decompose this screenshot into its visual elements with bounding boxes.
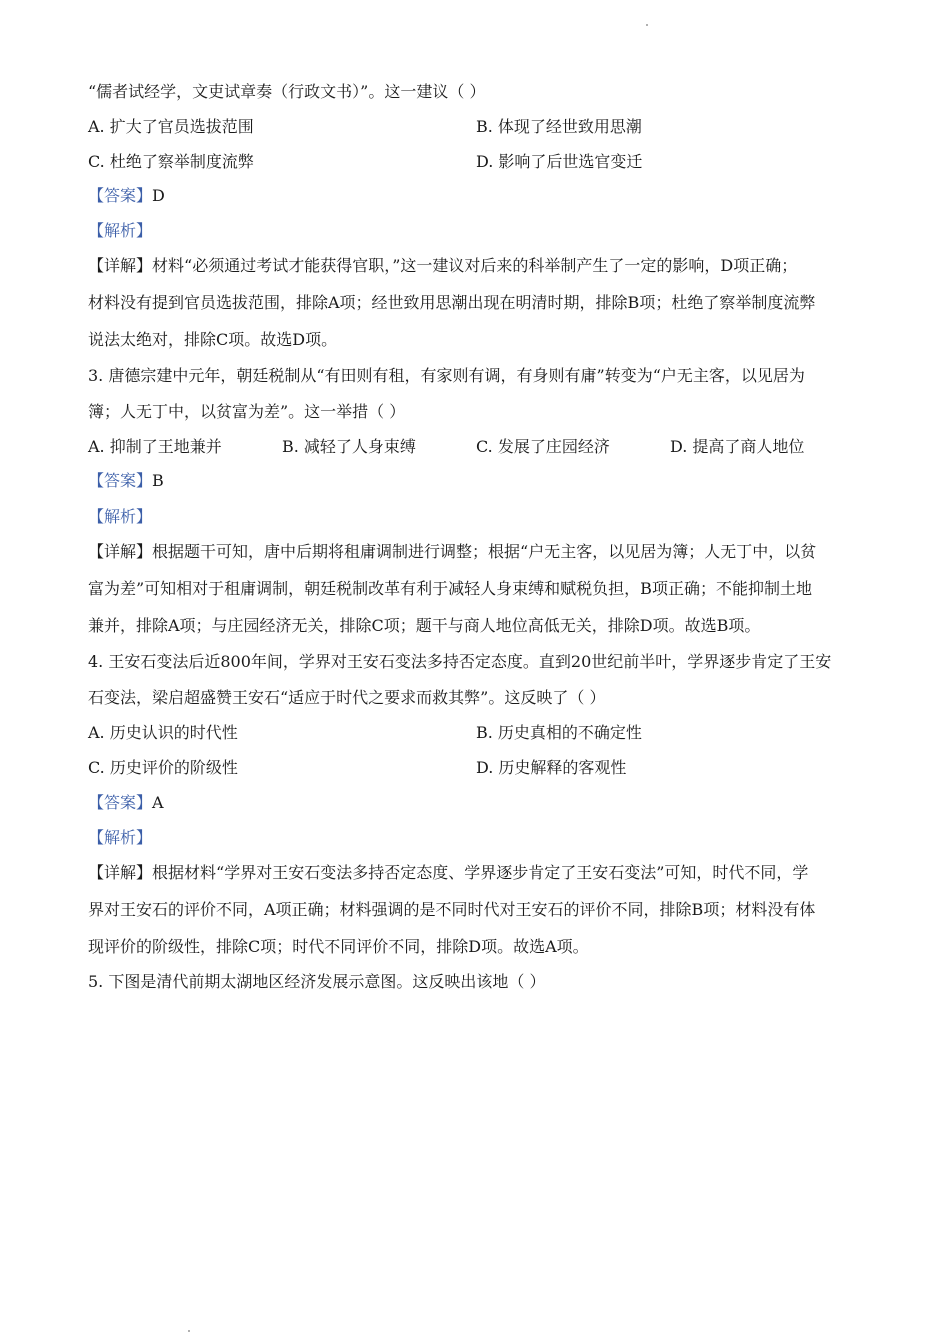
detail-tag: 【详解】 (88, 542, 153, 561)
q4-option-b: B. 历史真相的不确定性 (476, 723, 642, 742)
answer-value: A (152, 793, 164, 812)
q2-option-d: D. 影响了后世选官变迁 (476, 152, 643, 171)
q2-detail-line-2: 材料没有提到官员选拔范围，排除A项；经世致用思潮出现在明清时期，排除B项；杜绝了察举制度流弊 (88, 293, 816, 312)
answer-tag: 【答案】 (88, 471, 153, 490)
detail-tag: 【详解】 (88, 863, 153, 882)
answer-value: B (152, 471, 164, 490)
q3-answer (88, 471, 862, 491)
page-dot-top (646, 24, 648, 26)
q2-analysis-tag: 【解析】 (88, 221, 153, 240)
q4-option-a: A. 历史认识的时代性 (88, 723, 238, 742)
q3-option-c: C. 发展了庄园经济 (476, 437, 610, 456)
q2-option-a: A. 扩大了官员选拔范围 (88, 117, 254, 136)
q3-stem-line-1: 3. 唐德宗建中元年，朝廷税制从“有田则有租，有家则有调，有身则有庸”转变为“户无主客，以见居为 (88, 366, 805, 385)
q3-stem-line-2: 簿；人无丁中，以贫富为差”。这一举措（ ） (88, 402, 406, 421)
q3-detail-line-2: 富为差”可知相对于租庸调制，朝廷税制改革有利于减轻人身束缚和赋税负担，B项正确；不能抑制土地 (88, 579, 812, 598)
q4-answer (88, 793, 862, 813)
q3-analysis-tag: 【解析】 (88, 507, 153, 526)
q2-detail-line-1 (88, 256, 862, 276)
q2-option-b: B. 体现了经世致用思潮 (476, 117, 642, 136)
q3-option-a: A. 抑制了王地兼并 (88, 437, 222, 456)
q4-analysis-tag: 【解析】 (88, 828, 153, 847)
q2-option-c: C. 杜绝了察举制度流弊 (88, 152, 254, 171)
answer-tag: 【答案】 (88, 793, 153, 812)
detail-text: 材料“必须通过考试才能获得官职，”这一建议对后来的科举制产生了一定的影响，D项正确； (152, 256, 798, 275)
q4-detail-line-2: 界对王安石的评价不同，A项正确；材料强调的是不同时代对王安石的评价不同，排除B项；材料没有体 (88, 900, 816, 919)
q2-stem: “儒者试经学，文吏试章奏（行政文书）”。这一建议（ ） (88, 82, 486, 101)
q3-detail-line-3: 兼并，排除A项；与庄园经济无关，排除C项；题干与商人地位高低无关，排除D项。故选B项。 (88, 616, 761, 635)
page-dot-bottom (188, 1330, 190, 1332)
q4-detail-line-3: 现评价的阶级性，排除C项；时代不同评价不同，排除D项。故选A项。 (88, 937, 589, 956)
q4-detail-line-1 (88, 863, 862, 883)
q2-detail-line-3: 说法太绝对，排除C项。故选D项。 (88, 330, 338, 349)
q4-stem-line-2: 石变法，梁启超盛赞王安石“适应于时代之要求而救其弊”。这反映了（ ） (88, 688, 606, 707)
detail-text: 根据题干可知，唐中后期将租庸调制进行调整；根据“户无主客，以见居为簿；人无丁中，以贫 (152, 542, 817, 561)
q4-option-d: D. 历史解释的客观性 (476, 758, 627, 777)
q4-option-c: C. 历史评价的阶级性 (88, 758, 238, 777)
answer-tag: 【答案】 (88, 186, 153, 205)
q3-option-d: D. 提高了商人地位 (670, 437, 805, 456)
detail-tag: 【详解】 (88, 256, 153, 275)
q4-stem-line-1: 4. 王安石变法后近800年间，学界对王安石变法多持否定态度。直到20世纪前半叶，学界逐步肯定了王安 (88, 652, 832, 671)
q2-answer (88, 186, 862, 206)
answer-value: D (152, 186, 165, 205)
detail-text: 根据材料“学界对王安石变法多持否定态度、学界逐步肯定了王安石变法”可知，时代不同，学 (152, 863, 809, 882)
q5-stem: 5. 下图是清代前期太湖地区经济发展示意图。这反映出该地（ ） (88, 972, 546, 991)
q3-option-b: B. 减轻了人身束缚 (282, 437, 416, 456)
q3-detail-line-1 (88, 542, 862, 562)
